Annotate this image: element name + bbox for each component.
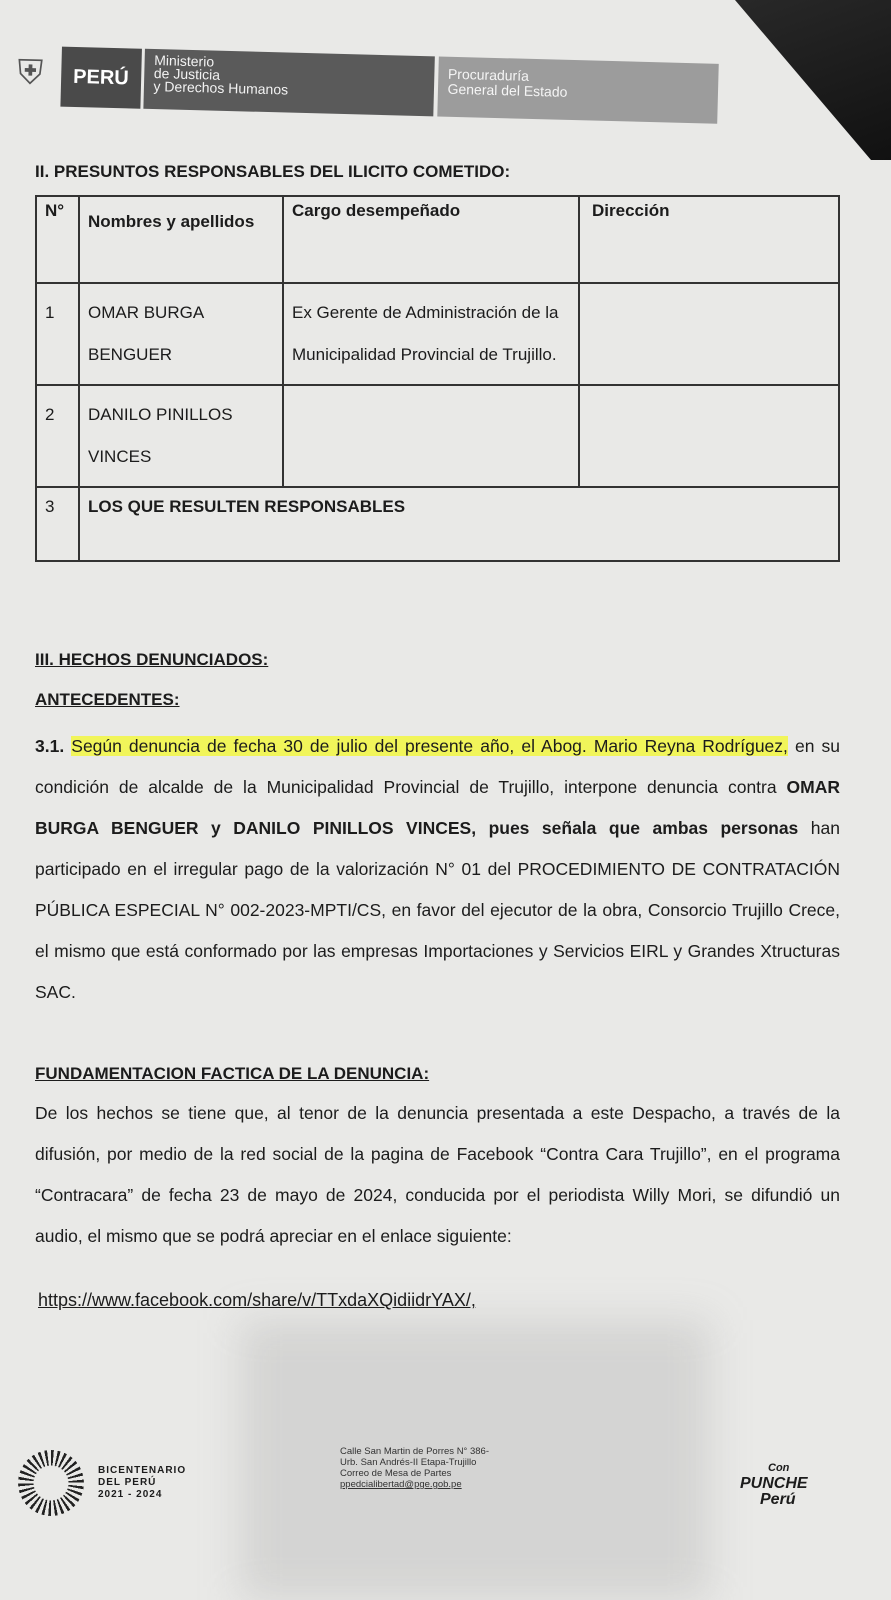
cell-n: 3 xyxy=(36,487,79,561)
cell-name: OMAR BURGA BENGUER xyxy=(79,283,283,385)
cell-n: 2 xyxy=(36,385,79,487)
cell-n: 1 xyxy=(36,283,79,385)
address: Calle San Martin de Porres N° 386- Urb. San Andrés-II Etapa-Trujillo Correo de Mesa de Partes ppedcialibertad@pge.gob.pe xyxy=(340,1446,490,1490)
responsables-table xyxy=(35,195,840,562)
table-header-row xyxy=(36,196,839,283)
text: en su condición de alcalde de la Municipalidad Provincial de Trujillo, interpone denuncia contra xyxy=(35,736,840,797)
coat-of-arms-icon: ⛨ xyxy=(17,53,44,93)
col-name: Nombres y apellidos xyxy=(79,196,283,283)
cell-name: DANILO PINILLOS VINCES xyxy=(79,385,283,487)
cell-direccion xyxy=(579,283,839,385)
facebook-link[interactable]: https://www.facebook.com/share/v/TTxdaXQidiidrYAX/, xyxy=(38,1290,476,1310)
email-link[interactable]: ppedcialibertad@pge.gob.pe xyxy=(340,1479,462,1490)
antecedentes-title: ANTECEDENTES: xyxy=(35,690,180,709)
keyboard-background xyxy=(691,0,891,160)
paragraph-number: 3.1. xyxy=(35,736,65,756)
text: han participado en el irregular pago de la valorización N° 01 del PROCEDIMIENTO DE CONTRATACIÓN PÚBLICA ESPECIAL N° 002-2023-MPTI/CS, en favor del ejecutor de la obra, Consorcio Trujillo Crece, el mismo que está conformado por las empresas Importaciones y Servicios EIRL y Grandes Xtructuras SAC. xyxy=(35,818,840,1002)
ministry-label: Ministerio de Justicia y Derechos Humanos xyxy=(143,49,434,117)
bicentenario-logo: BICENTENARIO DEL PERÚ 2021 - 2024 xyxy=(18,1450,186,1516)
cell-cargo: Ex Gerente de Administración de la Municipalidad Provincial de Trujillo. xyxy=(283,283,579,385)
bold-text: OMAR BURGA BENGUER y DANILO PINILLOS VINCES, pues señala que ambas personas xyxy=(35,777,840,838)
sun-icon xyxy=(18,1450,84,1516)
cell-name: LOS QUE RESULTEN RESPONSABLES xyxy=(79,487,839,561)
cell-direccion xyxy=(579,385,839,487)
section-2-title: II. PRESUNTOS RESPONSABLES DEL ILICITO COMETIDO: xyxy=(35,162,511,181)
col-n: N° xyxy=(36,196,79,283)
paragraph-3-1 xyxy=(35,726,840,1013)
letterhead xyxy=(0,45,718,124)
col-direccion: Dirección xyxy=(579,196,839,283)
country-label: PERÚ xyxy=(60,47,141,109)
fundamentacion-title: FUNDAMENTACION FACTICA DE LA DENUNCIA: xyxy=(35,1064,430,1083)
col-cargo: Cargo desempeñado xyxy=(283,196,579,283)
fundamentacion-paragraph: De los hechos se tiene que, al tenor de la denuncia presentada a este Despacho, a través de la difusión, por medio de la red social de la pagina de Facebook “Contra Cara Trujillo”, en el programa “Contracara” de fecha 23 de mayo de 2024, conducida por el periodista Willy Mori, se difundió un audio, el mismo que se podrá apreciar en el enlace siguiente: xyxy=(35,1103,840,1246)
footer xyxy=(0,1440,891,1540)
highlighted-text: Según denuncia de fecha 30 de julio del presente año, el Abog. Mario Reyna Rodríguez, xyxy=(71,736,788,756)
cell-cargo xyxy=(283,385,579,487)
con-punche-peru-logo: Con PUNCHE Perú xyxy=(740,1462,808,1508)
table-row xyxy=(36,283,839,385)
table-row xyxy=(36,385,839,487)
agency-label: Procuraduría General del Estado xyxy=(437,56,718,123)
section-3-title: III. HECHOS DENUNCIADOS: xyxy=(35,650,269,669)
table-row xyxy=(36,487,839,561)
